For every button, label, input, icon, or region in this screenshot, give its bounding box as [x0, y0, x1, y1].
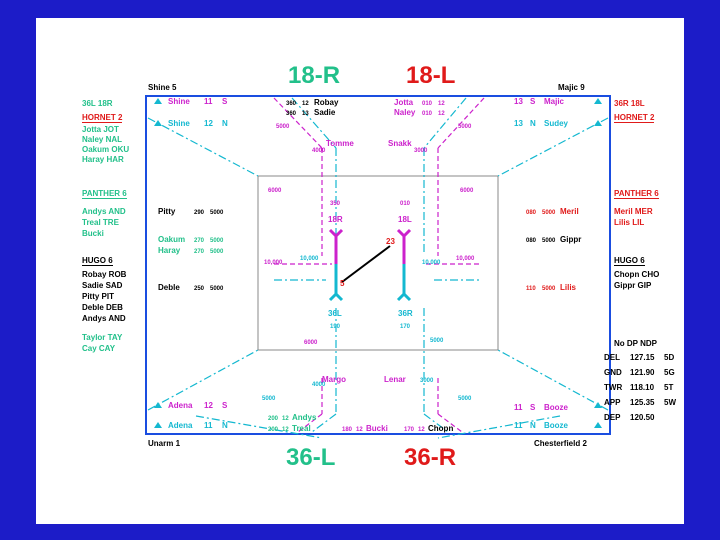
- robay-crs: 360: [286, 101, 297, 107]
- alt-10000-inner-right: 10,000: [422, 260, 441, 266]
- runway-18l-title: 18-L: [406, 62, 456, 89]
- fix-shine-top-num: 11: [204, 97, 213, 106]
- corner-chesterfield: Chesterfield 2: [534, 439, 587, 448]
- fix-majic-num: 13: [514, 97, 523, 106]
- outer-frame: [146, 96, 610, 434]
- fix-oakum: Oakum: [158, 235, 186, 244]
- sadie-crs: 360: [286, 111, 297, 117]
- freq-value: 127.15: [630, 353, 655, 362]
- freq-value: 125.35: [630, 398, 655, 407]
- fix-lilis: Lilis: [560, 283, 577, 292]
- pitty-alt: 5000: [210, 210, 224, 216]
- fix-adena-top-dir: S: [222, 401, 228, 410]
- left-hugo-title: HUGO 6: [82, 256, 113, 265]
- oakum-crs: 270: [194, 238, 205, 244]
- fix-booze-top-dir: S: [530, 403, 536, 412]
- fix-margo: Margo: [322, 375, 346, 384]
- runway-18r-title: 18-R: [288, 62, 341, 89]
- right-hugo-item-1: Gippr GIP: [614, 281, 652, 290]
- rwy-36l-label: 36L: [328, 309, 342, 318]
- corner-unarm: Unarm 1: [148, 439, 181, 448]
- fix-shine-bottom-dir: N: [222, 119, 228, 128]
- freq-name: TWR: [604, 383, 623, 392]
- left-panther-item-1: Treal TRE: [82, 218, 119, 227]
- fix-booze-top: Booze: [544, 403, 568, 412]
- runway-36r-title: 36-R: [404, 444, 457, 471]
- alt-3000-top: 3000: [414, 148, 428, 154]
- lilis-alt: 5000: [542, 286, 556, 292]
- fix-snakk: Snakk: [388, 139, 412, 148]
- left-runway-pair: 36L 18R: [82, 99, 113, 108]
- right-hugo-item-0: Chopn CHO: [614, 270, 660, 279]
- bucki-n: 12: [356, 427, 363, 433]
- fix-adena-bottom: Adena: [168, 421, 193, 430]
- jotta-crs: 010: [422, 101, 433, 107]
- meril-crs: 080: [526, 210, 537, 216]
- left-hugo-item-4: Andys AND: [82, 314, 126, 323]
- rwy-36r-label: 36R: [398, 309, 413, 318]
- fix-booze-bottom-dir: N: [530, 421, 536, 430]
- runway-left: [330, 230, 345, 300]
- bucki-crs: 180: [342, 427, 353, 433]
- fix-bucki: Bucki: [366, 424, 388, 433]
- fix-tomme: Tomme: [326, 139, 354, 148]
- gippr-crs: 080: [526, 238, 537, 244]
- freq-value: 121.90: [630, 368, 655, 377]
- jotta-n: 12: [438, 101, 445, 107]
- corner-majic: Majic 9: [558, 83, 585, 92]
- fix-shine-top: Shine: [168, 97, 190, 106]
- haray-crs: 270: [194, 249, 205, 255]
- hdg-170: 170: [400, 324, 411, 330]
- meril-alt: 5000: [542, 210, 556, 216]
- crosswind-line: [342, 246, 390, 282]
- freq-value: 118.10: [630, 383, 655, 392]
- fix-adena-top: Adena: [168, 401, 193, 410]
- fix-adena-bottom-dir: N: [222, 421, 228, 430]
- fix-andys: Andys: [292, 413, 317, 422]
- alt-5000-bottom-right: 5000: [430, 338, 444, 344]
- hdg-350: 350: [330, 201, 341, 207]
- left-hornet-item-2: Oakum OKU: [82, 145, 130, 154]
- wind-5: 5: [340, 279, 345, 288]
- left-taylor-item-0: Taylor TAY: [82, 333, 123, 342]
- fix-sudey-dir: N: [530, 119, 536, 128]
- fix-sadie: Sadie: [314, 108, 336, 117]
- alt-5000-tl: 5000: [276, 124, 290, 130]
- right-panther-title: PANTHER 6: [614, 189, 659, 198]
- fix-pitty: Pitty: [158, 207, 176, 216]
- treal-n: 12: [282, 427, 289, 433]
- fix-deble: Deble: [158, 283, 180, 292]
- freq-name: DEL: [604, 353, 620, 362]
- magenta-routes: [274, 98, 484, 432]
- left-hugo-item-0: Robay ROB: [82, 270, 127, 279]
- deble-alt: 5000: [210, 286, 224, 292]
- alt-6000-bottom-left: 6000: [304, 340, 318, 346]
- deble-crs: 250: [194, 286, 205, 292]
- cyan-routes: [148, 98, 608, 438]
- fix-booze-bottom-num: 11: [514, 421, 523, 430]
- right-runway-pair: 36R 18L: [614, 99, 645, 108]
- alt-10000-left: 10,000: [264, 260, 283, 266]
- left-panther-title: PANTHER 6: [82, 189, 127, 198]
- wind-23: 23: [386, 237, 395, 246]
- left-panther-item-0: Andys AND: [82, 207, 126, 216]
- naley-crs: 010: [422, 111, 433, 117]
- left-hugo-item-2: Pitty PIT: [82, 292, 115, 301]
- alt-4000-bottom: 4000: [312, 382, 326, 388]
- procedure-diagram: [36, 18, 684, 524]
- hdg-190: 190: [330, 324, 341, 330]
- rwy-18l-label: 18L: [398, 215, 412, 224]
- runway-36l-title: 36-L: [286, 444, 336, 471]
- alt-4000-top: 4000: [312, 148, 326, 154]
- right-hornet-title: HORNET 2: [614, 113, 655, 122]
- left-hugo-item-3: Deble DEB: [82, 303, 123, 312]
- treal-crs: 200: [268, 427, 279, 433]
- alt-10000-right: 10,000: [456, 256, 475, 262]
- naley-n: 12: [438, 111, 445, 117]
- alt-3000-bottom: 3000: [420, 378, 434, 384]
- corner-shine: Shine 5: [148, 83, 177, 92]
- left-hornet-item-3: Haray HAR: [82, 155, 124, 164]
- oakum-alt: 5000: [210, 238, 224, 244]
- chart-slide: [36, 18, 684, 524]
- gippr-alt: 5000: [542, 238, 556, 244]
- chopn-n: 12: [418, 427, 425, 433]
- freq-code: 5T: [664, 383, 674, 392]
- fix-chopn: Chopn: [428, 424, 454, 433]
- fix-jotta: Jotta: [394, 98, 414, 107]
- fix-adena-bottom-num: 11: [204, 421, 213, 430]
- haray-alt: 5000: [210, 249, 224, 255]
- fix-robay: Robay: [314, 98, 339, 107]
- left-taylor-item-1: Cay CAY: [82, 344, 116, 353]
- freq-value: 120.50: [630, 413, 655, 422]
- alt-6000-right: 6000: [460, 188, 474, 194]
- fix-meril: Meril: [560, 207, 579, 216]
- alt-5000-bottom-right-outer: 5000: [458, 396, 472, 402]
- fix-treal: Treal: [292, 424, 311, 433]
- alt-5000-bottom-left-outer: 5000: [262, 396, 276, 402]
- andys-crs: 200: [268, 416, 279, 422]
- freq-code: 5D: [664, 353, 675, 362]
- fix-sudey: Sudey: [544, 119, 569, 128]
- lilis-crs: 110: [526, 286, 536, 292]
- freq-name: DEP: [604, 413, 621, 422]
- no-dp-label: No DP NDP: [614, 339, 657, 348]
- fix-majic-dir: S: [530, 97, 536, 106]
- freq-code: 5W: [664, 398, 676, 407]
- left-hornet-title: HORNET 2: [82, 113, 123, 122]
- andys-n: 12: [282, 416, 289, 422]
- robay-n: 12: [302, 101, 309, 107]
- chopn-crs: 170: [404, 427, 415, 433]
- inner-box: [258, 176, 498, 350]
- alt-6000-left: 6000: [268, 188, 282, 194]
- runway-right: [398, 230, 410, 300]
- left-hornet-item-0: Jotta JOT: [82, 125, 119, 134]
- sadie-n: 13: [302, 111, 309, 117]
- fix-sudey-num: 13: [514, 119, 523, 128]
- freq-name: APP: [604, 398, 621, 407]
- fix-naley: Naley: [394, 108, 416, 117]
- left-hornet-item-1: Naley NAL: [82, 135, 123, 144]
- hdg-010: 010: [400, 201, 411, 207]
- fix-triangles: [154, 98, 602, 428]
- rwy-18r-label: 18R: [328, 215, 343, 224]
- right-hugo-title: HUGO 6: [614, 256, 645, 265]
- alt-10000-inner-left: 10,000: [300, 256, 319, 262]
- fix-booze-bottom: Booze: [544, 421, 568, 430]
- freq-name: GND: [604, 368, 622, 377]
- fix-shine-top-dir: S: [222, 97, 228, 106]
- fix-haray: Haray: [158, 246, 181, 255]
- fix-adena-top-num: 12: [204, 401, 213, 410]
- pitty-crs: 290: [194, 210, 205, 216]
- alt-5000-tr: 5000: [458, 124, 472, 130]
- fix-shine-bottom-num: 12: [204, 119, 213, 128]
- freq-code: 5G: [664, 368, 675, 377]
- right-panther-item-0: Meril MER: [614, 207, 653, 216]
- fix-majic: Majic: [544, 97, 565, 106]
- left-panther-item-2: Bucki: [82, 229, 104, 238]
- fix-shine-bottom: Shine: [168, 119, 190, 128]
- fix-lenar: Lenar: [384, 375, 406, 384]
- left-hugo-item-1: Sadie SAD: [82, 281, 123, 290]
- fix-booze-top-num: 11: [514, 403, 523, 412]
- fix-gippr: Gippr: [560, 235, 582, 244]
- right-panther-item-1: Lilis LIL: [614, 218, 645, 227]
